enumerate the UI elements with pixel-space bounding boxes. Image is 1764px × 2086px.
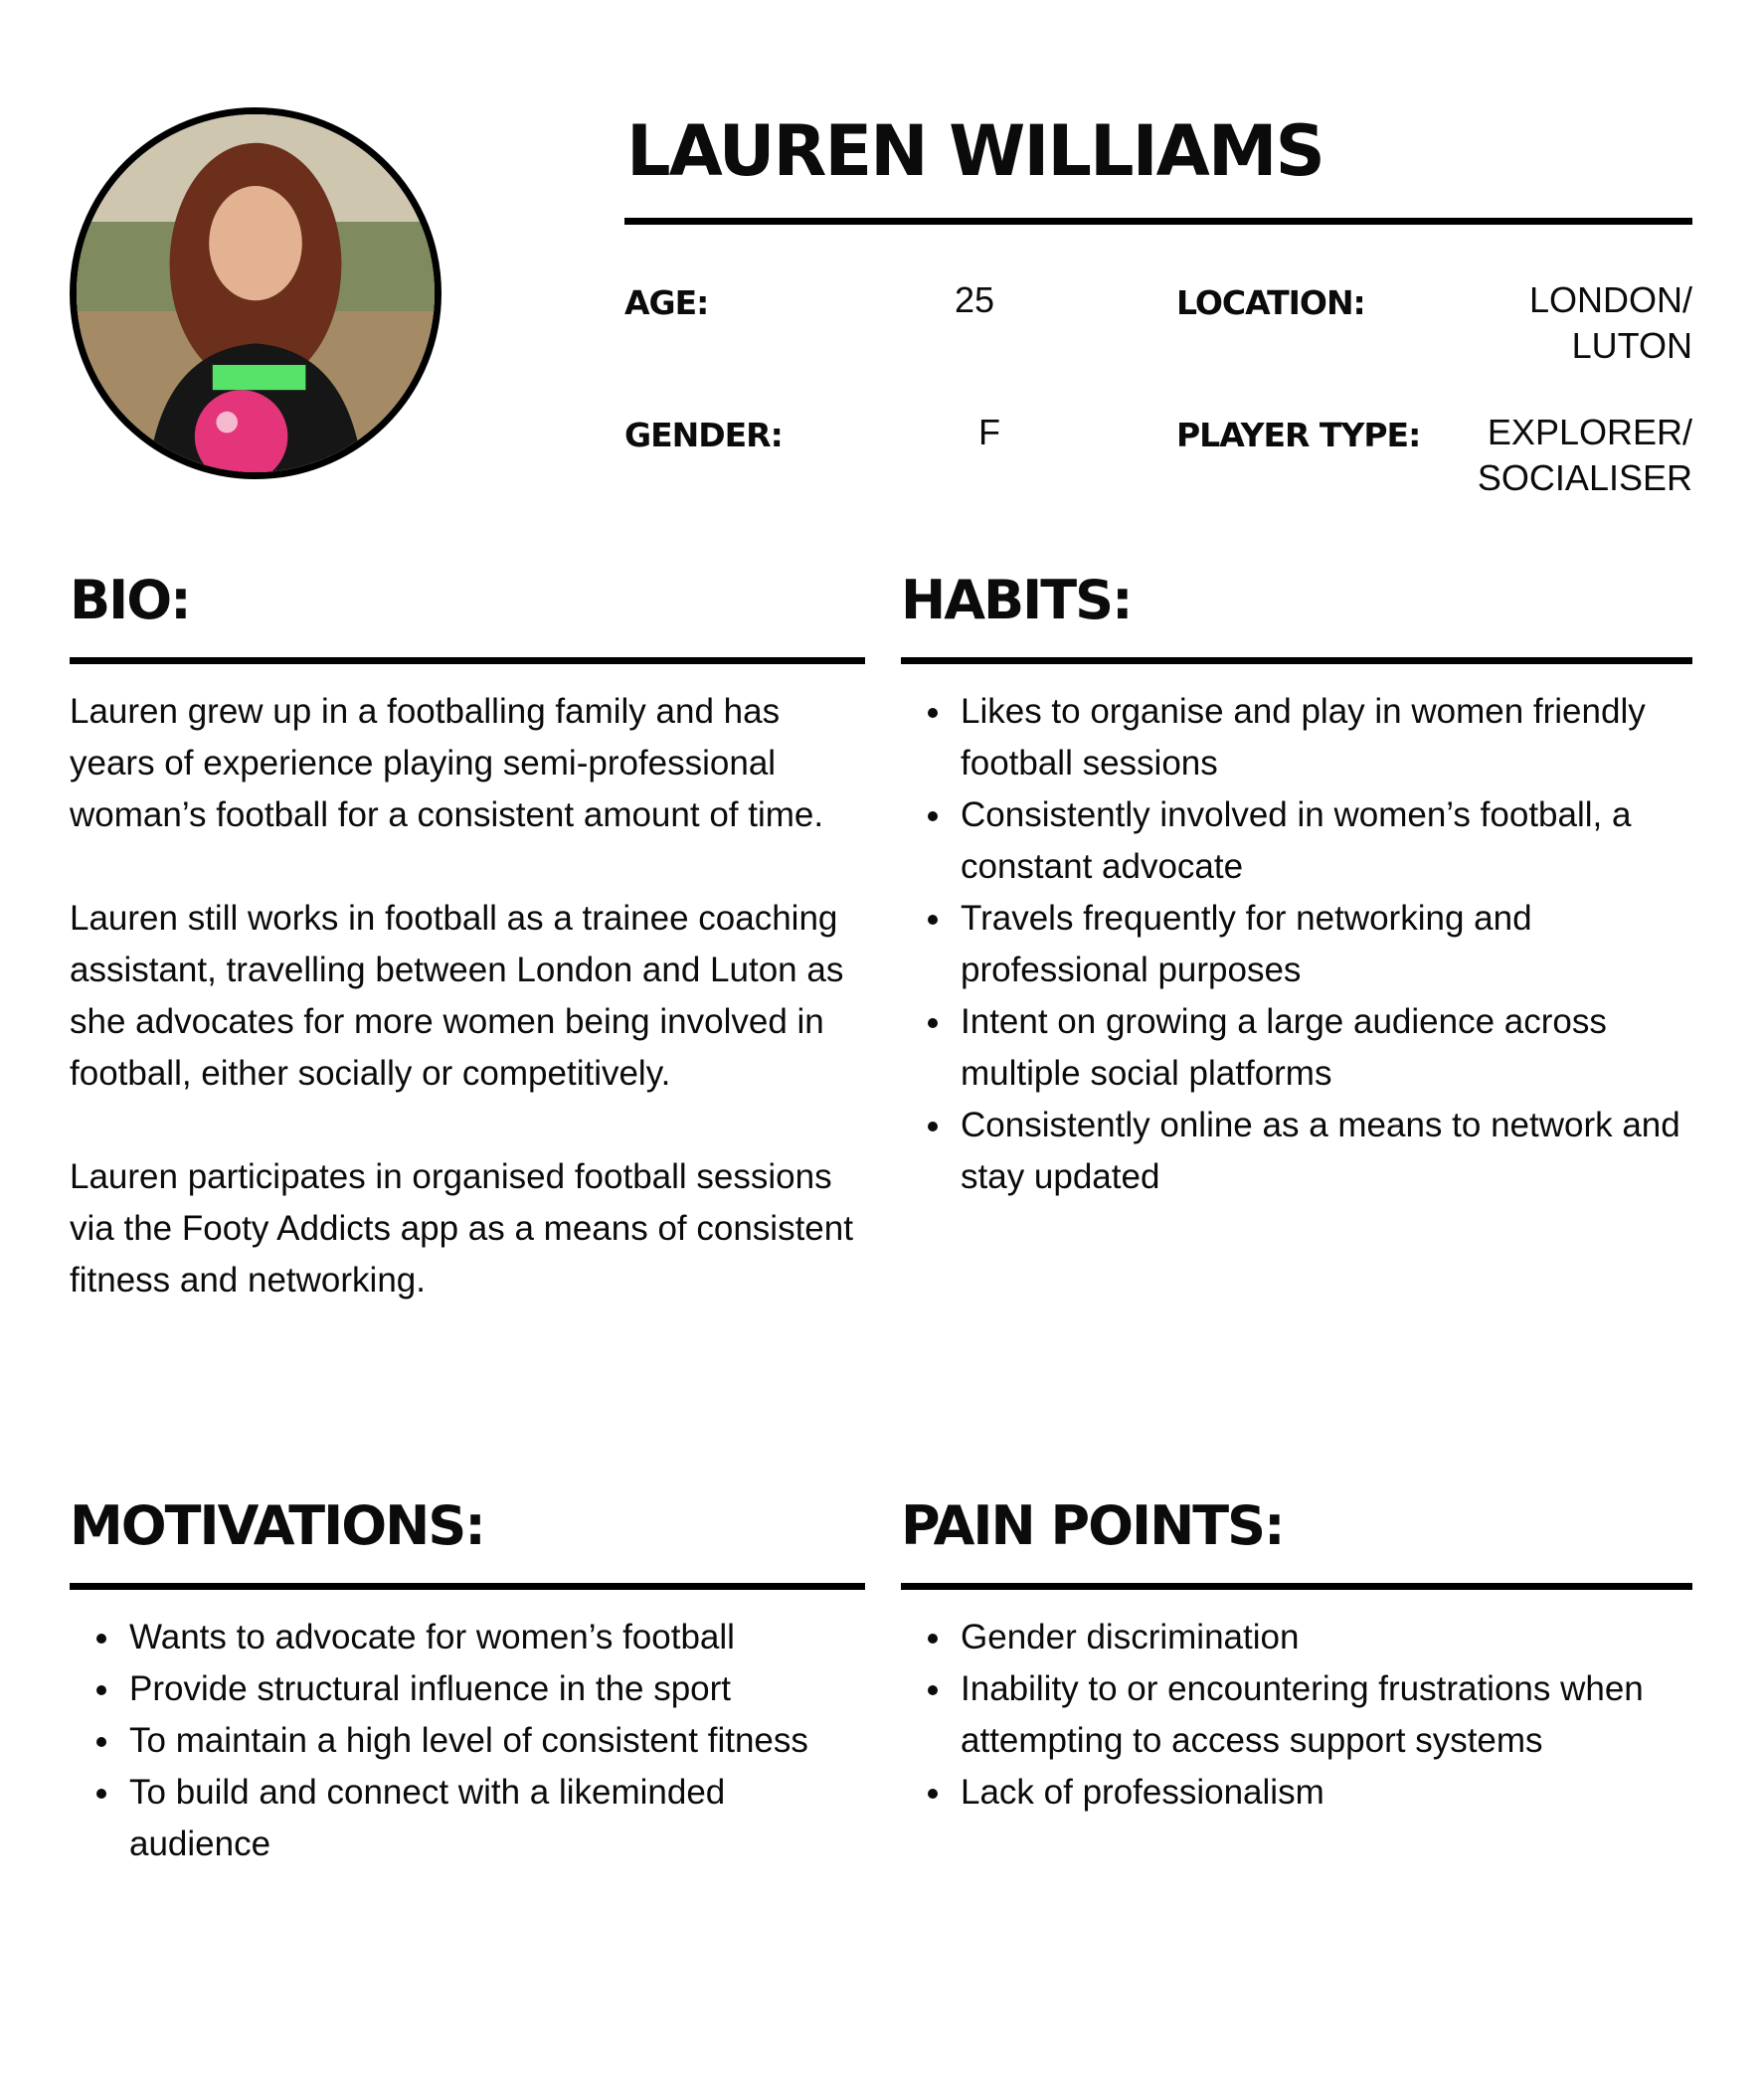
list-item: Travels frequently for networking and professional purposes [901, 893, 1696, 996]
list-item: Provide structural influence in the sport [70, 1663, 875, 1715]
list-item: To maintain a high level of consistent fitness [70, 1715, 875, 1767]
bio-divider [70, 657, 865, 664]
player-type-value-line2: SOCIALISER [1477, 457, 1692, 498]
list-item: Consistently online as a means to network and stay updated [901, 1100, 1696, 1203]
header-divider [624, 218, 1692, 225]
bio-paragraph: Lauren grew up in a footballing family and has years of experience playing semi-professional woman’s football for a consistent amount of time. [70, 692, 824, 834]
list-item: Likes to organise and play in women friendly football sessions [901, 686, 1696, 789]
list-item: Lack of professionalism [901, 1767, 1696, 1819]
habits-list [901, 686, 1696, 1203]
list-item: Wants to advocate for women’s football [70, 1612, 875, 1663]
gender-value: F [978, 412, 1000, 452]
bio-heading: BIO: [70, 569, 190, 631]
pain-points-divider [901, 1583, 1692, 1590]
player-type-value-line1: EXPLORER/ [1487, 412, 1692, 452]
motivations-list [70, 1612, 875, 1870]
player-type-label: PLAYER TYPE: [1176, 416, 1421, 454]
motivations-heading: MOTIVATIONS: [70, 1494, 484, 1557]
habits-heading: HABITS: [901, 569, 1132, 631]
list-item: To build and connect with a likeminded audience [70, 1767, 875, 1870]
pain-points-list [901, 1612, 1696, 1819]
gender-label: GENDER: [624, 416, 783, 454]
persona-name: LAUREN WILLIAMS [626, 110, 1323, 192]
location-label: LOCATION: [1176, 283, 1365, 322]
profile-photo [70, 107, 441, 479]
bio-paragraph: Lauren participates in organised football sessions via the Footy Addicts app as a means of consistent fitness and networking. [70, 1157, 853, 1300]
bio-text [70, 686, 865, 1306]
motivations-divider [70, 1583, 865, 1590]
bio-paragraph: Lauren still works in football as a trainee coaching assistant, travelling between London and Luton as she advocates for more women being involved in football, either socially or competitively. [70, 899, 844, 1093]
age-value: 25 [954, 279, 995, 320]
location-value-line2: LUTON [1571, 325, 1692, 366]
habits-divider [901, 657, 1692, 664]
list-item: Gender discrimination [901, 1612, 1696, 1663]
list-item: Consistently involved in women’s football, a constant advocate [901, 789, 1696, 893]
list-item: Inability to or encountering frustrations when attempting to access support systems [901, 1663, 1696, 1767]
age-label: AGE: [624, 283, 709, 322]
pain-points-heading: PAIN POINTS: [901, 1494, 1284, 1557]
list-item: Intent on growing a large audience across multiple social platforms [901, 996, 1696, 1100]
location-value-line1: LONDON/ [1528, 279, 1692, 320]
